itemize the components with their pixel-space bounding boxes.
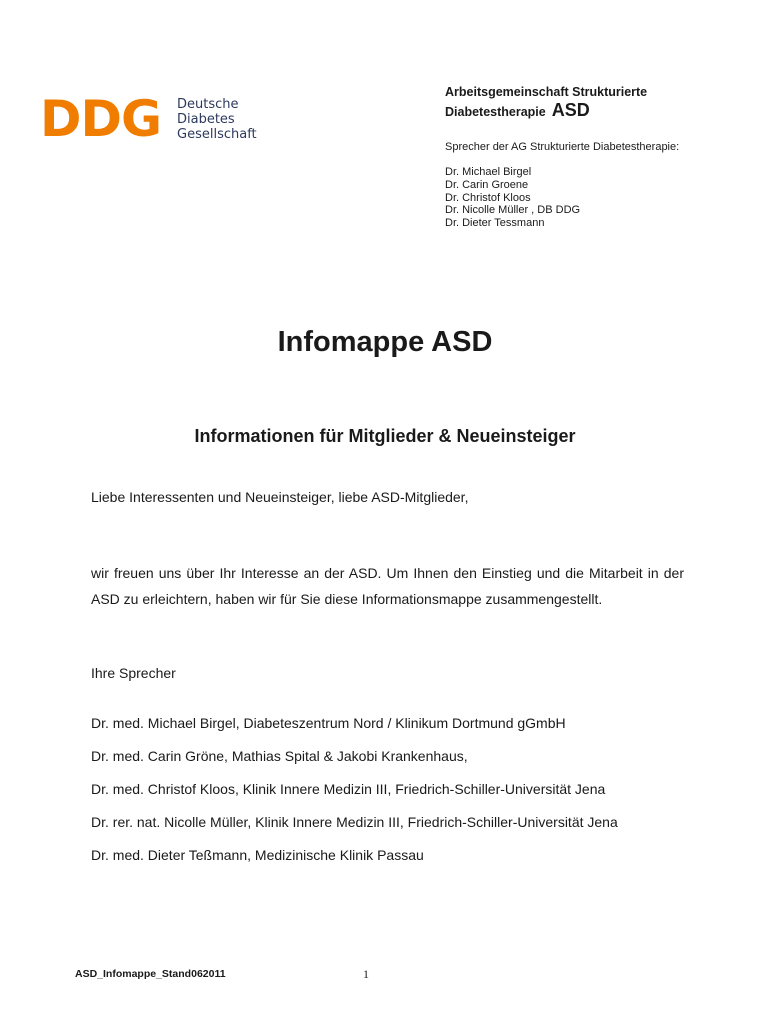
org-name-line1: Arbeitsgemeinschaft Strukturierte [445, 85, 648, 99]
document-title: Infomappe ASD [277, 326, 493, 358]
signatory: Dr. med. Michael Birgel, Diabeteszentrum Nord / Klinikum Dortmund gGmbH [91, 715, 566, 731]
signatory: Dr. rer. nat. Nicolle Müller, Klinik Innere Medizin III, Friedrich-Schiller-Universität Jena [91, 814, 618, 830]
spokesperson: Dr. Christof Kloos [445, 191, 531, 204]
signatory: Dr. med. Dieter Teßmann, Medizinische Klinik Passau [91, 847, 424, 863]
signatory: Dr. med. Carin Gröne, Mathias Spital & Jakobi Krankenhaus, [91, 748, 468, 764]
org-name-text: Diabetestherapie [445, 105, 546, 119]
org-abbreviation: ASD [551, 100, 590, 120]
signatory: Dr. med. Christof Kloos, Klinik Innere Medizin III, Friedrich-Schiller-Universität Jena [91, 781, 606, 797]
spokespersons-list [445, 166, 745, 230]
logo-wordmark [177, 97, 257, 142]
signoff: Ihre Sprecher [91, 665, 176, 681]
org-name-line2 [445, 100, 745, 122]
spokesperson: Dr. Nicolle Müller , DB DDG [445, 204, 581, 217]
spokesperson: Dr. Carin Groene [445, 178, 529, 191]
greeting: Liebe Interessenten und Neueinsteiger, liebe ASD-Mitglieder, [91, 489, 469, 505]
logo-line: Diabetes [177, 112, 235, 127]
intro-paragraph: wir freuen uns über Ihr Interesse an der ASD. Um Ihnen den Einstieg und die Mitarbeit in der ASD zu erleichtern, haben wir für Sie diese Informationsmappe zusammengestellt. [91, 565, 684, 607]
letterhead [445, 84, 745, 230]
spokesperson: Dr. Dieter Tessmann [445, 217, 545, 230]
footer-document-id: ASD_Infomappe_Stand062011 [75, 968, 226, 980]
logo-line: Deutsche [177, 97, 239, 112]
page-number: 1 [363, 967, 369, 981]
spokespersons-heading: Sprecher der AG Strukturierte Diabetestherapie: [445, 141, 680, 153]
logo-line: Gesellschaft [177, 127, 257, 142]
logo-mark: DDG [40, 90, 162, 148]
document-subtitle: Informationen für Mitglieder & Neueinsteiger [194, 426, 576, 446]
signatories-list [91, 707, 618, 872]
spokesperson: Dr. Michael Birgel [445, 166, 532, 178]
ddg-logo [40, 90, 270, 148]
